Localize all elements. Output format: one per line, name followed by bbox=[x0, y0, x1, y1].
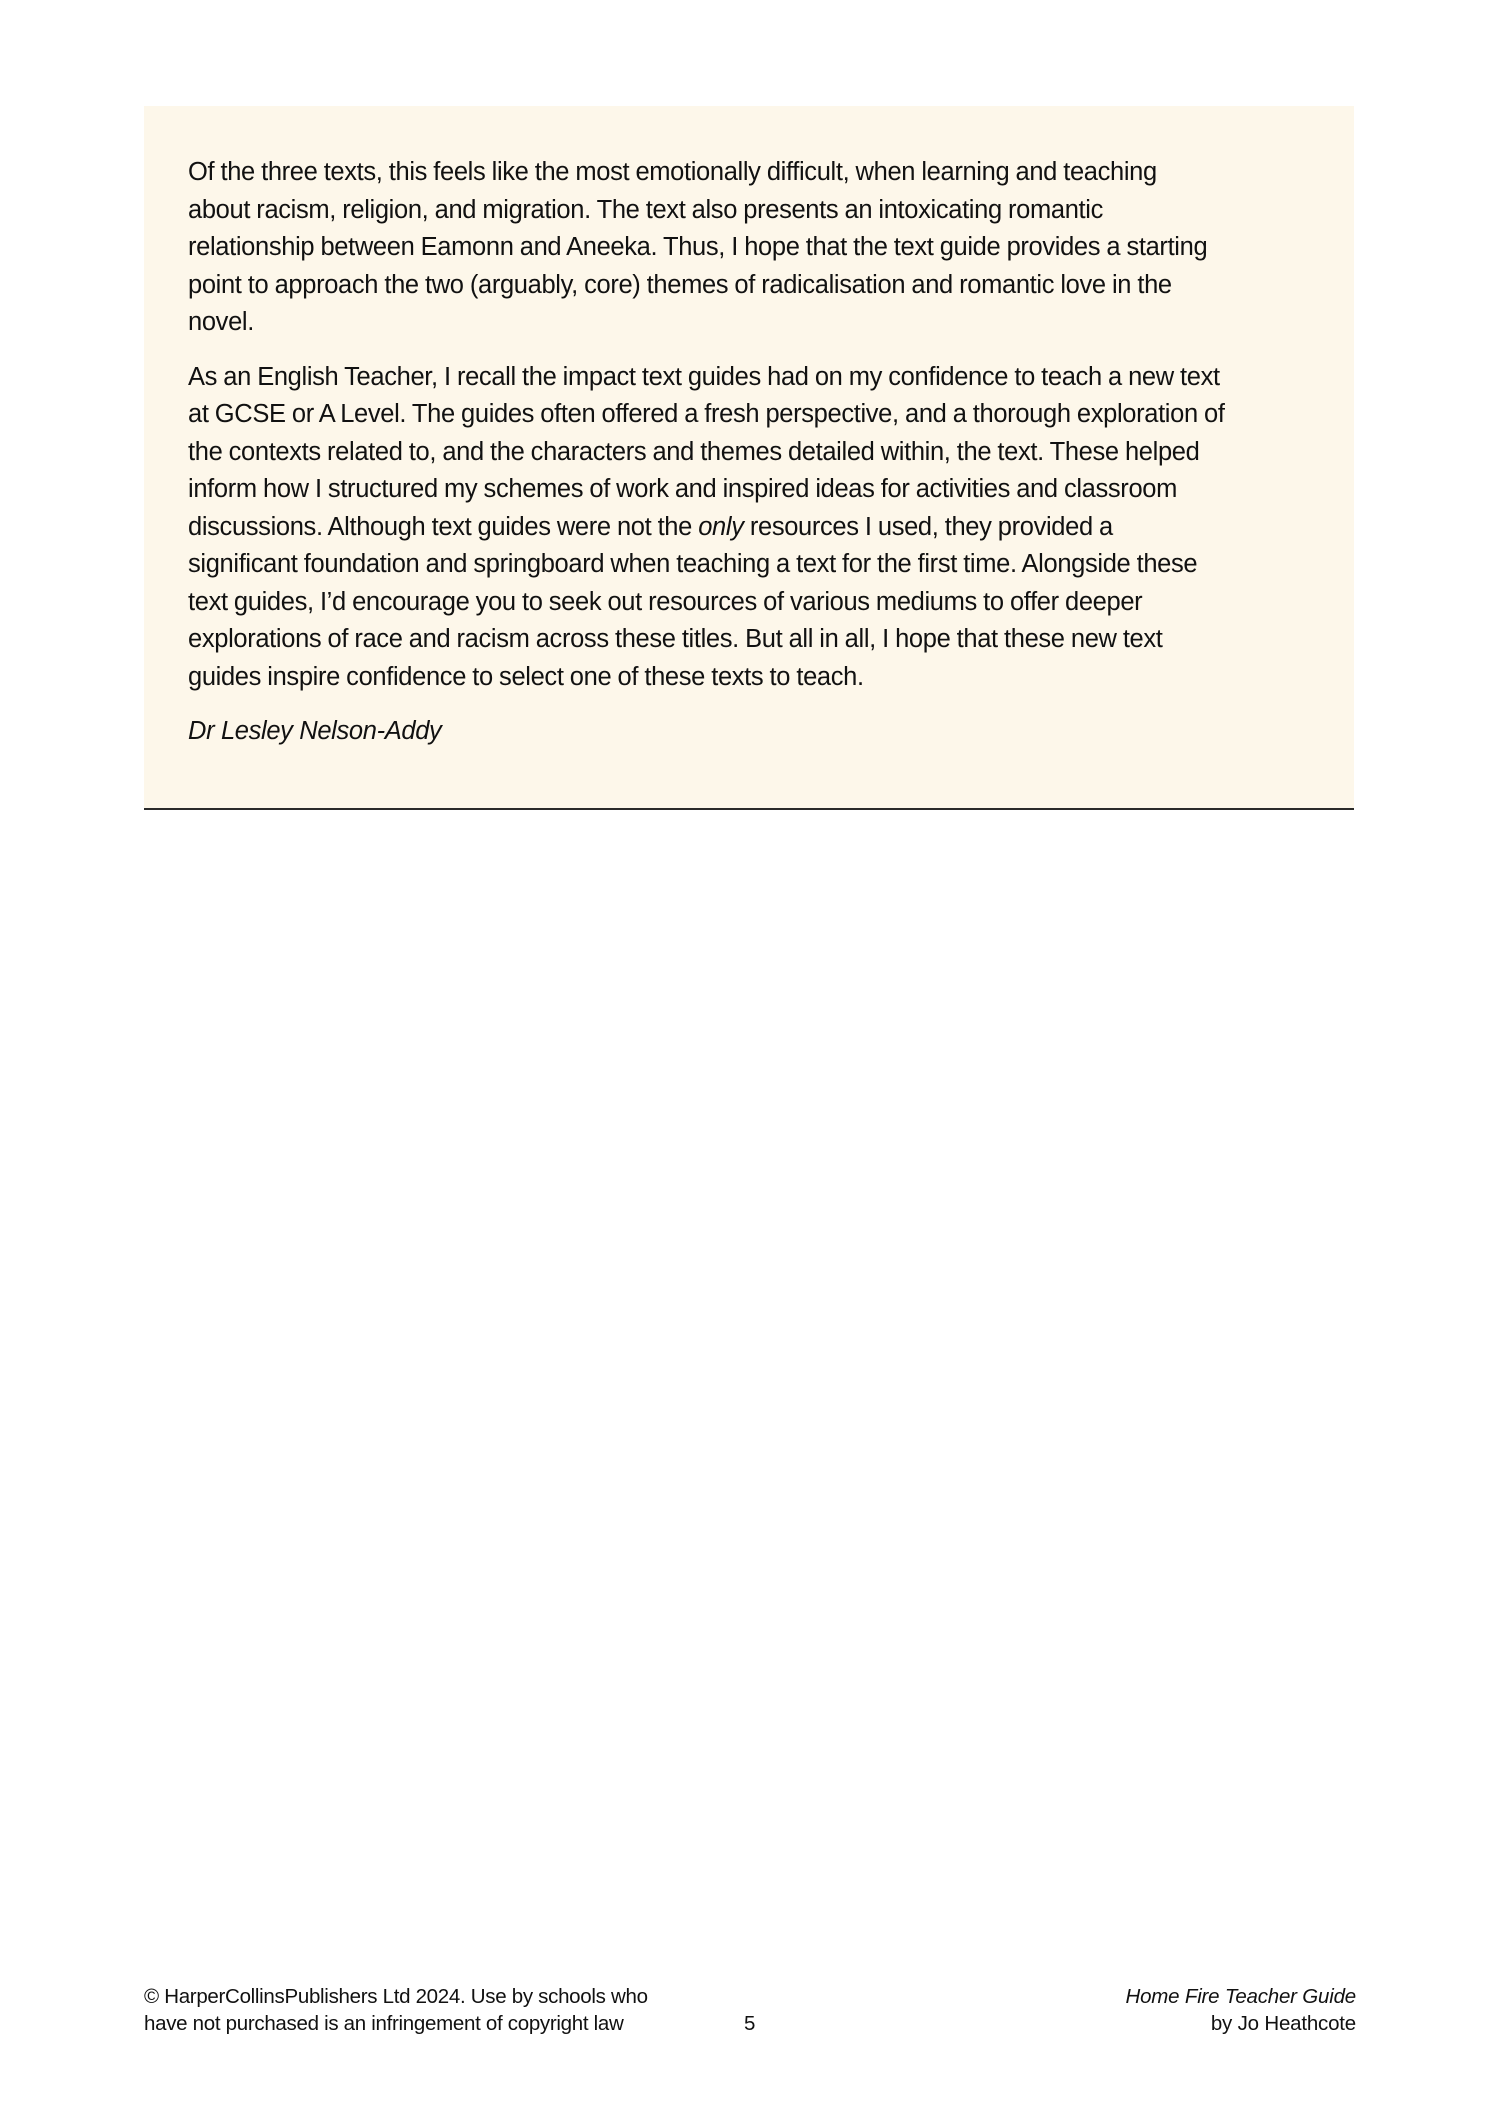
text-segment: discussions. Although text guides were not the bbox=[188, 512, 699, 541]
text-line: significant foundation and springboard when teaching a text for the first time. Alongside these bbox=[188, 550, 1198, 578]
text-segment: resources I used, they provided a bbox=[743, 512, 1113, 541]
text-line: at GCSE or A Level. The guides often offered a fresh perspective, and a thorough exploration of bbox=[188, 400, 1225, 428]
paragraph-2 bbox=[188, 359, 1310, 697]
text-line: inform how I structured my schemes of work and inspired ideas for activities and classroom bbox=[188, 475, 1177, 503]
guide-title: Home Fire Teacher Guide bbox=[1125, 1985, 1356, 2008]
foreword-callout-box bbox=[144, 106, 1354, 810]
text-line: about racism, religion, and migration. The text also presents an intoxicating romantic bbox=[188, 195, 1103, 224]
guide-author: by Jo Heathcote bbox=[1210, 2012, 1356, 2035]
text-line: As an English Teacher, I recall the impact text guides had on my confidence to teach a new text bbox=[188, 362, 1220, 391]
text-line: novel. bbox=[188, 308, 254, 336]
text-line: Of the three texts, this feels like the most emotionally difficult, when learning and teaching bbox=[188, 158, 1157, 186]
copyright-line: © HarperCollinsPublishers Ltd 2024. Use by schools who bbox=[144, 1985, 648, 2008]
text-line bbox=[188, 509, 1310, 547]
page-number: 5 bbox=[744, 2012, 756, 2035]
signature: Dr Lesley Nelson-Addy bbox=[188, 717, 442, 745]
paragraph-1 bbox=[188, 154, 1310, 342]
copyright-line: have not purchased is an infringement of copyright law bbox=[144, 2012, 624, 2035]
text-line: point to approach the two (arguably, core) themes of radicalisation and romantic love in the bbox=[188, 270, 1172, 299]
text-line: guides inspire confidence to select one of these texts to teach. bbox=[188, 662, 864, 691]
text-line: the contexts related to, and the characters and themes detailed within, the text. These helped bbox=[188, 437, 1200, 466]
text-line: relationship between Eamonn and Aneeka. Thus, I hope that the text guide provides a starting bbox=[188, 233, 1208, 261]
text-line: explorations of race and racism across these titles. But all in all, I hope that these new text bbox=[188, 625, 1163, 653]
copyright-notice bbox=[144, 1983, 648, 2037]
guide-info bbox=[1126, 1983, 1357, 2037]
text-line: text guides, I’d encourage you to seek out resources of various mediums to offer deeper bbox=[188, 587, 1143, 616]
emphasis-text: only bbox=[698, 512, 744, 541]
